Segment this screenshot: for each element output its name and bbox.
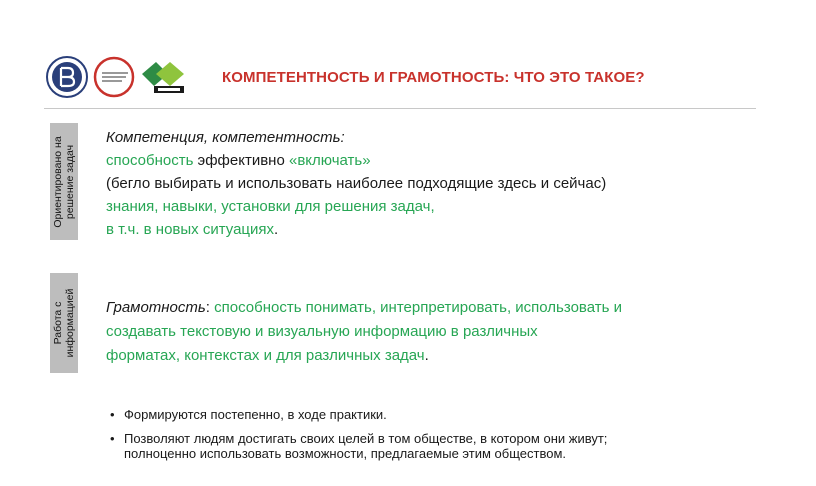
sidebar-label-tasks — [50, 123, 78, 240]
sidebar-label-line: Ориентировано на — [52, 135, 64, 228]
competence-line — [106, 149, 606, 172]
literacy-colon: : — [205, 299, 215, 316]
literacy-line2: создавать текстовую и визуальную информацию в различных — [106, 323, 538, 340]
competence-new-situations: в т.ч. в новых ситуациях — [106, 221, 275, 238]
header-divider — [44, 108, 756, 109]
sidebar-label-line: решение задач — [64, 144, 76, 219]
competence-include: «включать» — [288, 152, 371, 169]
competence-period: . — [274, 221, 279, 238]
literacy-definition — [106, 296, 622, 368]
list-item — [110, 407, 607, 422]
competence-effectively: эффективно — [193, 152, 289, 169]
logos-group — [44, 52, 204, 102]
competence-explanation: (бегло выбирать и использовать наиболее подходящие здесь и сейчас) — [106, 175, 607, 192]
competence-heading: Компетенция, компетентность: — [106, 129, 345, 146]
literacy-heading: Грамотность — [106, 299, 206, 316]
literacy-line3: форматах, контекстах и для различных задач — [106, 347, 425, 364]
sidebar-label-information — [50, 273, 78, 373]
competence-definition — [106, 126, 606, 241]
bullet-text: полноценно использовать возможности, предлагаемые этим обществом. — [124, 446, 566, 461]
sidebar-label-line: Работа с — [52, 301, 64, 345]
bullet-text: Формируются постепенно, в ходе практики. — [124, 407, 387, 422]
list-item — [110, 431, 607, 461]
competence-knowledge: знания, навыки, установки для решения задач, — [106, 198, 435, 215]
sidebar-label-line: информацией — [64, 288, 76, 358]
literacy-period: . — [424, 347, 429, 364]
bullet-list — [110, 407, 607, 470]
competence-ability: способность — [106, 152, 194, 169]
page-title: КОМПЕТЕНТНОСТЬ И ГРАМОТНОСТЬ: ЧТО ЭТО ТАКОЕ? — [222, 69, 645, 86]
literacy-line1: способность понимать, интерпретировать, использовать и — [214, 299, 622, 316]
kniga-dlya-budushchego-logo — [142, 62, 184, 93]
hse-logo — [47, 57, 87, 97]
tomsk-university-logo — [95, 58, 133, 96]
bullet-text: Позволяют людям достигать своих целей в том обществе, в котором они живут; — [124, 431, 608, 446]
